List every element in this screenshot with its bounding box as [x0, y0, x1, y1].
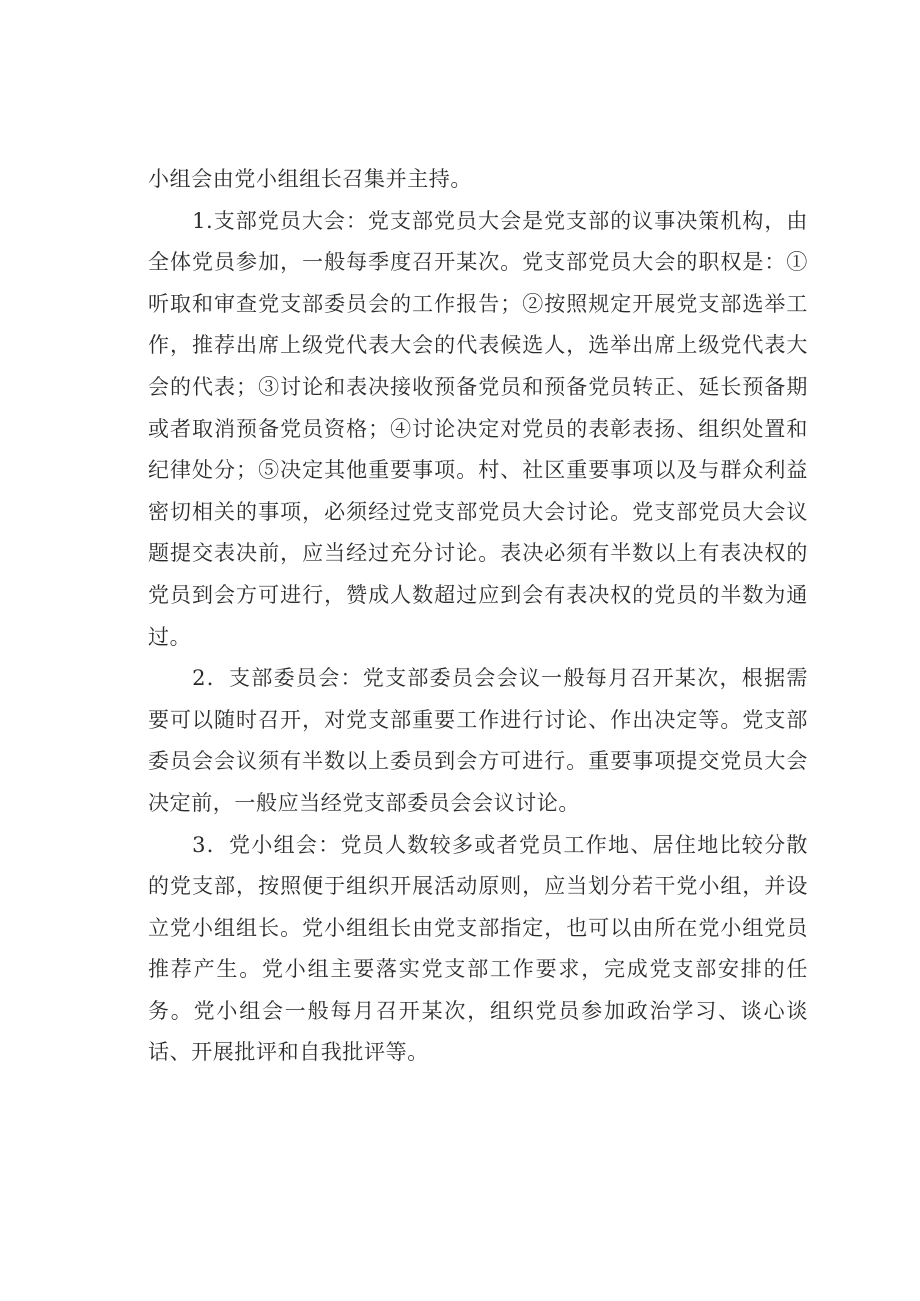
document-body — [148, 159, 808, 1074]
paragraph-branch-committee: 2．支部委员会：党支部委员会会议一般每月召开某次，根据需要可以随时召开，对党支部重要工作进行讨论、作出决定等。党支部委员会会议须有半数以上委员到会方可进行。重要事项提交党员大会决定前，一般应当经党支部委员会会议讨论。 — [148, 666, 808, 815]
paragraph-branch-member-congress: 1.支部党员大会：党支部党员大会是党支部的议事决策机构，由全体党员参加，一般每季度召开某次。党支部党员大会的职权是：①听取和审查党支部委员会的工作报告；②按照规定开展党支部选举工作，推荐出席上级党代表大会的代表候选人，选举出席上级党代表大会的代表；③讨论和表决接收预备党员和预备党员转正、延长预备期或者取消预备党员资格；④讨论决定对党员的表彰表扬、组织处置和纪律处分；⑤决定其他重要事项。村、社区重要事项以及与群众利益密切相关的事项，必须经过党支部党员大会讨论。党支部党员大会议题提交表决前，应当经过充分讨论。表决必须有半数以上有表决权的党员到会方可进行，赞成人数超过应到会有表决权的党员的半数为通过。 — [148, 208, 808, 649]
paragraph-party-group-meeting: 3．党小组会：党员人数较多或者党员工作地、居住地比较分散的党支部，按照便于组织开展活动原则，应当划分若干党小组，并设立党小组组长。党小组组长由党支部指定，也可以由所在党小组党员推荐产生。党小组主要落实党支部工作要求，完成党支部安排的任务。党小组会一般每月召开某次，组织党员参加政治学习、谈心谈话、开展批评和自我批评等。 — [148, 832, 808, 1065]
paragraph-continuation: 小组会由党小组组长召集并主持。 — [148, 167, 472, 191]
